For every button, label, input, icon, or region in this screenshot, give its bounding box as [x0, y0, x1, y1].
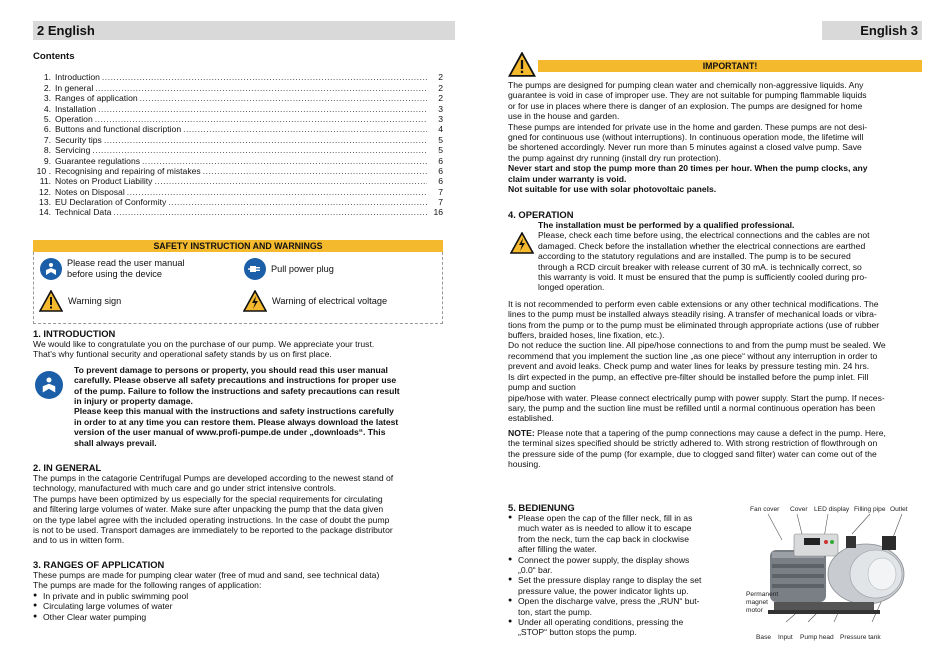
general-line: The pumps in the catagorie Centrifugal Pumps are developed according to the newest stand of — [33, 473, 394, 483]
bedienung-line: „STOP“ button stops the pump. — [518, 627, 637, 638]
bedienung-line: much water as is needed to allow it to escape — [518, 523, 692, 534]
ranges-section — [33, 559, 448, 622]
operation-warn-line: this warranty is void. It must be ensured that the pump is sufficiently cooled during pro- — [538, 272, 867, 283]
operation-warn-line: according to the statutory regulations and are installed. The pump is to be secured — [538, 251, 851, 262]
intro-bold-line: version of the user manual of www.profi-pumpe.de under „downloads“. This — [74, 427, 386, 438]
important-line: The pumps are designed for pumping clean water and chemically non-aggressive liquids. Any — [508, 80, 864, 90]
label-fan-cover: Fan cover — [750, 506, 780, 513]
left-page — [33, 51, 443, 622]
operation-warn-line: damaged. Check before the installation whether the electrical connections are earthed — [538, 240, 866, 251]
note-line: housing. — [508, 458, 541, 469]
important-title: IMPORTANT! — [538, 60, 922, 72]
label-pressure-tank: Pressure tank — [840, 634, 881, 641]
toc-page: 3 — [438, 103, 443, 114]
toc-label: Ranges of application — [55, 93, 138, 104]
right-page — [508, 52, 922, 641]
label-input: Input — [778, 634, 793, 641]
general-line: The pumps have been optimized by us especially for the special requirements for circulating — [33, 493, 383, 504]
label-led-display: LED display — [814, 506, 850, 513]
toc-row — [33, 93, 443, 103]
operation-bold-line: The installation must be performed by a qualified professional. — [538, 220, 795, 230]
label-motor-1: Permanent — [746, 591, 779, 598]
ranges-bullet: ● Circulating large volumes of water — [33, 601, 448, 611]
pump-diagram — [742, 500, 922, 642]
bedienung-item — [508, 555, 738, 576]
voltage-warning-text: Warning of electrical voltage — [272, 295, 388, 306]
intro-bold-line: in injury or property damage. — [74, 396, 193, 407]
toc-row — [33, 176, 443, 186]
toc-number: 4. — [43, 103, 51, 114]
bedienung-line: ● Please open the cap of the filler neck, fill in as — [518, 513, 693, 523]
pull-plug-text: Pull power plug — [271, 263, 334, 274]
important-bold-line: Not suitable for use with solar photovoltaic panels. — [508, 184, 717, 195]
toc-label: Installation — [55, 103, 97, 114]
toc-number: 6. — [43, 124, 51, 135]
in-general-section — [33, 462, 448, 546]
operation-line: Is dirt expected in the pump, an effective pre-filter should be installed before the pump inlet. Fill — [508, 371, 869, 382]
pull-plug-item — [244, 258, 334, 280]
electric-voltage-icon — [243, 290, 267, 312]
operation-warn-line: Please, check each time before using, the electrical connections and the cables are not — [538, 230, 870, 241]
in-general-heading: 2. IN GENERAL — [33, 462, 102, 473]
toc-leader — [102, 72, 427, 82]
toc-row — [33, 114, 443, 124]
toc-label: Operation — [55, 113, 93, 124]
toc-number: 2. — [43, 82, 51, 93]
important-line: gned for continuous use (without interruptions). In continuous operation mode, the lifetime will — [508, 132, 864, 143]
warning-sign-text: Warning sign — [68, 295, 122, 306]
toc-row — [33, 145, 443, 155]
important-line: guarantee is void in case of improper use. They are not suitable for pumping flammable liquids — [508, 90, 867, 101]
operation-line: prevent and avoid leaks. Check pump and water lines for leaks by pressure testing min. 24 hrs. — [508, 361, 870, 372]
toc-leader — [113, 207, 427, 217]
bedienung-section — [508, 502, 738, 638]
toc-number: 12. — [39, 186, 51, 197]
toc-leader — [183, 124, 427, 134]
toc-row — [33, 207, 443, 217]
toc-page: 7 — [438, 197, 443, 208]
label-base: Base — [756, 634, 772, 641]
toc-row — [33, 135, 443, 145]
bedienung-line: ● Under all operating conditions, pressing the — [518, 617, 684, 628]
toc-page: 5 — [438, 145, 443, 156]
general-line: technology, manufactured with much care and go under strict intensive controls. — [33, 483, 337, 494]
warning-sign-item — [39, 290, 121, 312]
bedienung-line: ● Connect the power supply, the display shows — [518, 554, 690, 565]
bedienung-line: ● Open the discharge valve, press the „RUN“ but- — [518, 596, 700, 607]
operation-section — [508, 209, 922, 469]
toc-leader — [104, 135, 427, 145]
intro-bold-line: To prevent damage to persons or property, you should read this user manual — [74, 364, 388, 375]
general-line: on the type label agree with the included operating instructions. In the case of doubt the pump — [33, 514, 390, 525]
toc-page: 16 — [433, 207, 443, 218]
operation-line: established. — [508, 413, 554, 424]
ranges-line: The pumps are made for the following ranges of application: — [33, 580, 262, 591]
intro-line: We would like to congratulate you on the purchase of our pump. We appreciate your trust. — [33, 339, 375, 349]
operation-line: pump and suction — [508, 382, 576, 393]
note-label: NOTE: — [508, 427, 535, 438]
intro-bold-line: shall always prevail. — [74, 437, 157, 448]
toc-leader — [203, 166, 427, 176]
important-line: the pump against dry running (install dry run protection). — [508, 152, 722, 163]
toc-leader — [127, 187, 427, 197]
bedienung-item — [508, 596, 738, 617]
intro-bold-line: carefully. Please observe all safety precautions and instructions for proper use — [74, 375, 397, 386]
toc-number: 9. — [43, 155, 51, 166]
bedienung-item — [508, 575, 738, 596]
toc-row — [33, 166, 443, 176]
toc-page: 4 — [438, 124, 443, 135]
bedienung-line: „0.0“ bar. — [518, 565, 553, 576]
operation-line: It is not recommended to perform even cable extensions or any other technical modifications. The — [508, 298, 879, 309]
general-line: and to us in witten form. — [33, 535, 125, 546]
toc-label: Notes on Product Liability — [55, 176, 153, 187]
toc-number: 5. — [43, 113, 51, 124]
electric-voltage-icon — [510, 232, 534, 254]
toc-label: Servicing — [55, 145, 91, 156]
toc-leader — [142, 156, 427, 166]
label-pump-head: Pump head — [800, 634, 834, 641]
bedienung-line: from the neck, turn the cap back in clockwise — [518, 533, 689, 544]
important-bold-line: Never start and stop the pump more than 20 times per hour. When the pump clocks, any — [508, 163, 868, 174]
toc-leader — [154, 176, 427, 186]
toc-row — [33, 187, 443, 197]
toc-leader — [168, 197, 427, 207]
read-manual-icon — [40, 258, 62, 280]
toc-label: Security tips — [55, 134, 102, 145]
toc-page: 6 — [438, 165, 443, 176]
label-filling-pipe: Filling pipe — [854, 506, 886, 513]
safety-title: SAFETY INSTRUCTION AND WARNINGS — [33, 240, 443, 252]
toc-number: 11. — [39, 176, 51, 187]
intro-bold-line: of the pump. Failure to follow the instructions and safety precautions can result — [74, 385, 400, 396]
intro-bold-line: in order to at any time you can restore them. Please always download the latest — [74, 416, 399, 427]
note-line: Please note that a tapering of the pump connections may cause a defect in the pump. Here, — [534, 427, 886, 438]
ranges-line: These pumps are made for pumping clear water (free of mud and sand, see technical data) — [33, 570, 380, 580]
read-manual-text-1: Please read the user manual — [67, 258, 185, 268]
note-line: the terminal sizes specified should be strictly adhered to. With strong restriction of flowthrough on — [508, 438, 878, 449]
toc-row — [33, 124, 443, 134]
ranges-bullet: ● Other Clear water pumping — [33, 612, 448, 622]
general-line: and filtering large volumes of water. Make sure after unpacking the pump that the data given — [33, 504, 384, 515]
important-line: use in the house and garden. — [508, 111, 620, 122]
ranges-bullet: ● In private and in public swimming pool — [33, 591, 448, 601]
operation-warn-line: through a RCD circuit breaker with release current of 30 mA. is technically correct, so — [538, 261, 862, 272]
toc-number: 3. — [43, 93, 51, 104]
toc-row — [33, 83, 443, 93]
toc-row — [33, 156, 443, 166]
toc-label: EU Declaration of Conformity — [55, 197, 167, 208]
warning-triangle-icon — [508, 52, 536, 77]
toc-leader — [92, 145, 427, 155]
read-manual-icon — [35, 371, 63, 399]
toc-label: In general — [55, 82, 94, 93]
toc-leader — [95, 83, 427, 93]
important-line: These pumps are intended for private use in the home and garden. These pumps are not desi- — [508, 121, 868, 132]
note-line: the pressure side of the pump (for example, due to clogged sand filter) water can come out of the — [508, 448, 877, 459]
important-bold-line: claim under warranty is void. — [508, 173, 627, 184]
important-header — [508, 52, 922, 78]
safety-box — [33, 252, 443, 324]
toc-row — [33, 72, 443, 82]
bedienung-line: after filling the water. — [518, 544, 597, 555]
bedienung-line: ● Set the pressure display range to display the set — [518, 575, 702, 586]
toc-page: 5 — [438, 134, 443, 145]
voltage-warning-item — [243, 290, 387, 312]
power-plug-icon — [244, 258, 266, 280]
operation-line: tions from the pump or to the pump must be eliminated through appropriate actions (use of rubber — [508, 319, 880, 330]
bedienung-line: pressure value, the power indicator lights up. — [518, 585, 689, 596]
toc-row — [33, 197, 443, 207]
toc-page: 3 — [438, 113, 443, 124]
label-motor-3: motor — [746, 607, 763, 614]
warning-triangle-icon — [39, 290, 63, 312]
read-manual-text-2: before using the device — [67, 269, 163, 279]
contents-title: Contents — [33, 51, 75, 62]
toc-label: Technical Data — [55, 207, 112, 218]
operation-line: sary, the pump and the suction line must be refilled until a normal continuous operation has been — [508, 402, 876, 413]
important-text — [508, 80, 922, 194]
toc-page: 6 — [438, 155, 443, 166]
operation-line: Do not reduce the suction line. All pipe/hose connections to and from the pump must be sealed. We — [508, 340, 886, 351]
note-text — [508, 428, 922, 470]
page-header-left: 2 English — [33, 21, 455, 40]
bedienung-heading: 5. BEDIENUNG — [508, 502, 575, 513]
pump-illustration — [742, 500, 922, 642]
toc-page: 6 — [438, 176, 443, 187]
toc-number: 7. — [43, 134, 51, 145]
toc-page: 2 — [438, 93, 443, 104]
label-cover: Cover — [790, 506, 808, 513]
operation-line: lines to the pump must be installed always steadily rising. A transfer of mechanical loads or vibra- — [508, 309, 877, 320]
operation-heading: 4. OPERATION — [508, 209, 574, 220]
operation-line: buffers, braided hoses, line fixation, etc.). — [508, 330, 665, 341]
toc-page: 7 — [438, 186, 443, 197]
operation-text — [508, 299, 922, 424]
toc-number: 14. — [39, 207, 51, 218]
operation-warn-line: longed operation. — [538, 282, 605, 293]
toc-number: 1. — [43, 72, 51, 83]
toc-page: 2 — [438, 72, 443, 83]
important-line: or for use in places where there is danger of an explosion. The pumps are designed for home — [508, 100, 863, 111]
ranges-heading: 3. RANGES OF APPLICATION — [33, 559, 165, 570]
intro-bold-line: Please keep this manual with the instructions and safety instructions carefully — [74, 406, 394, 417]
toc-label: Introduction — [55, 72, 100, 83]
important-line: be shortened accordingly. Never run more than 5 minutes against a closed valve pump. Save — [508, 142, 862, 153]
toc-number: 10 . — [36, 165, 51, 176]
bedienung-item — [508, 513, 738, 555]
operation-line: recommend that you implement the suction line „as one piece“ without any interruption in order to — [508, 350, 878, 361]
safety-section — [33, 240, 443, 324]
toc-number: 8. — [43, 145, 51, 156]
toc-leader — [98, 104, 427, 114]
intro-warning-text — [74, 365, 446, 448]
intro-line: That's why funtional security and operational safety stands by us on first place. — [33, 349, 332, 360]
introduction-heading: 1. INTRODUCTION — [33, 328, 116, 339]
toc-leader — [140, 93, 427, 103]
read-manual-item — [40, 258, 184, 280]
page-header-right: English 3 — [822, 21, 922, 40]
introduction-section — [33, 328, 443, 449]
bedienung-item — [508, 617, 738, 638]
table-of-contents — [33, 72, 443, 217]
toc-page: 2 — [438, 82, 443, 93]
toc-number: 13. — [39, 197, 51, 208]
toc-label: Guarantee regulations — [55, 155, 141, 166]
label-outlet: Outlet — [890, 506, 908, 513]
label-motor-2: magnet — [746, 599, 768, 606]
toc-label: Buttons and functional discription — [55, 124, 182, 135]
operation-line: pipe/hose with water. Please connect electrically pump with power supply. Start the pump. If neces- — [508, 392, 885, 403]
toc-leader — [95, 114, 427, 124]
bedienung-line: ton, start the pump. — [518, 606, 593, 617]
toc-row — [33, 104, 443, 114]
general-line: is not to be used. Transport damages are immediately to be reported to the package distributor — [33, 525, 393, 536]
toc-label: Recognising and repairing of mistakes — [55, 165, 201, 176]
toc-label: Notes on Disposal — [55, 186, 125, 197]
